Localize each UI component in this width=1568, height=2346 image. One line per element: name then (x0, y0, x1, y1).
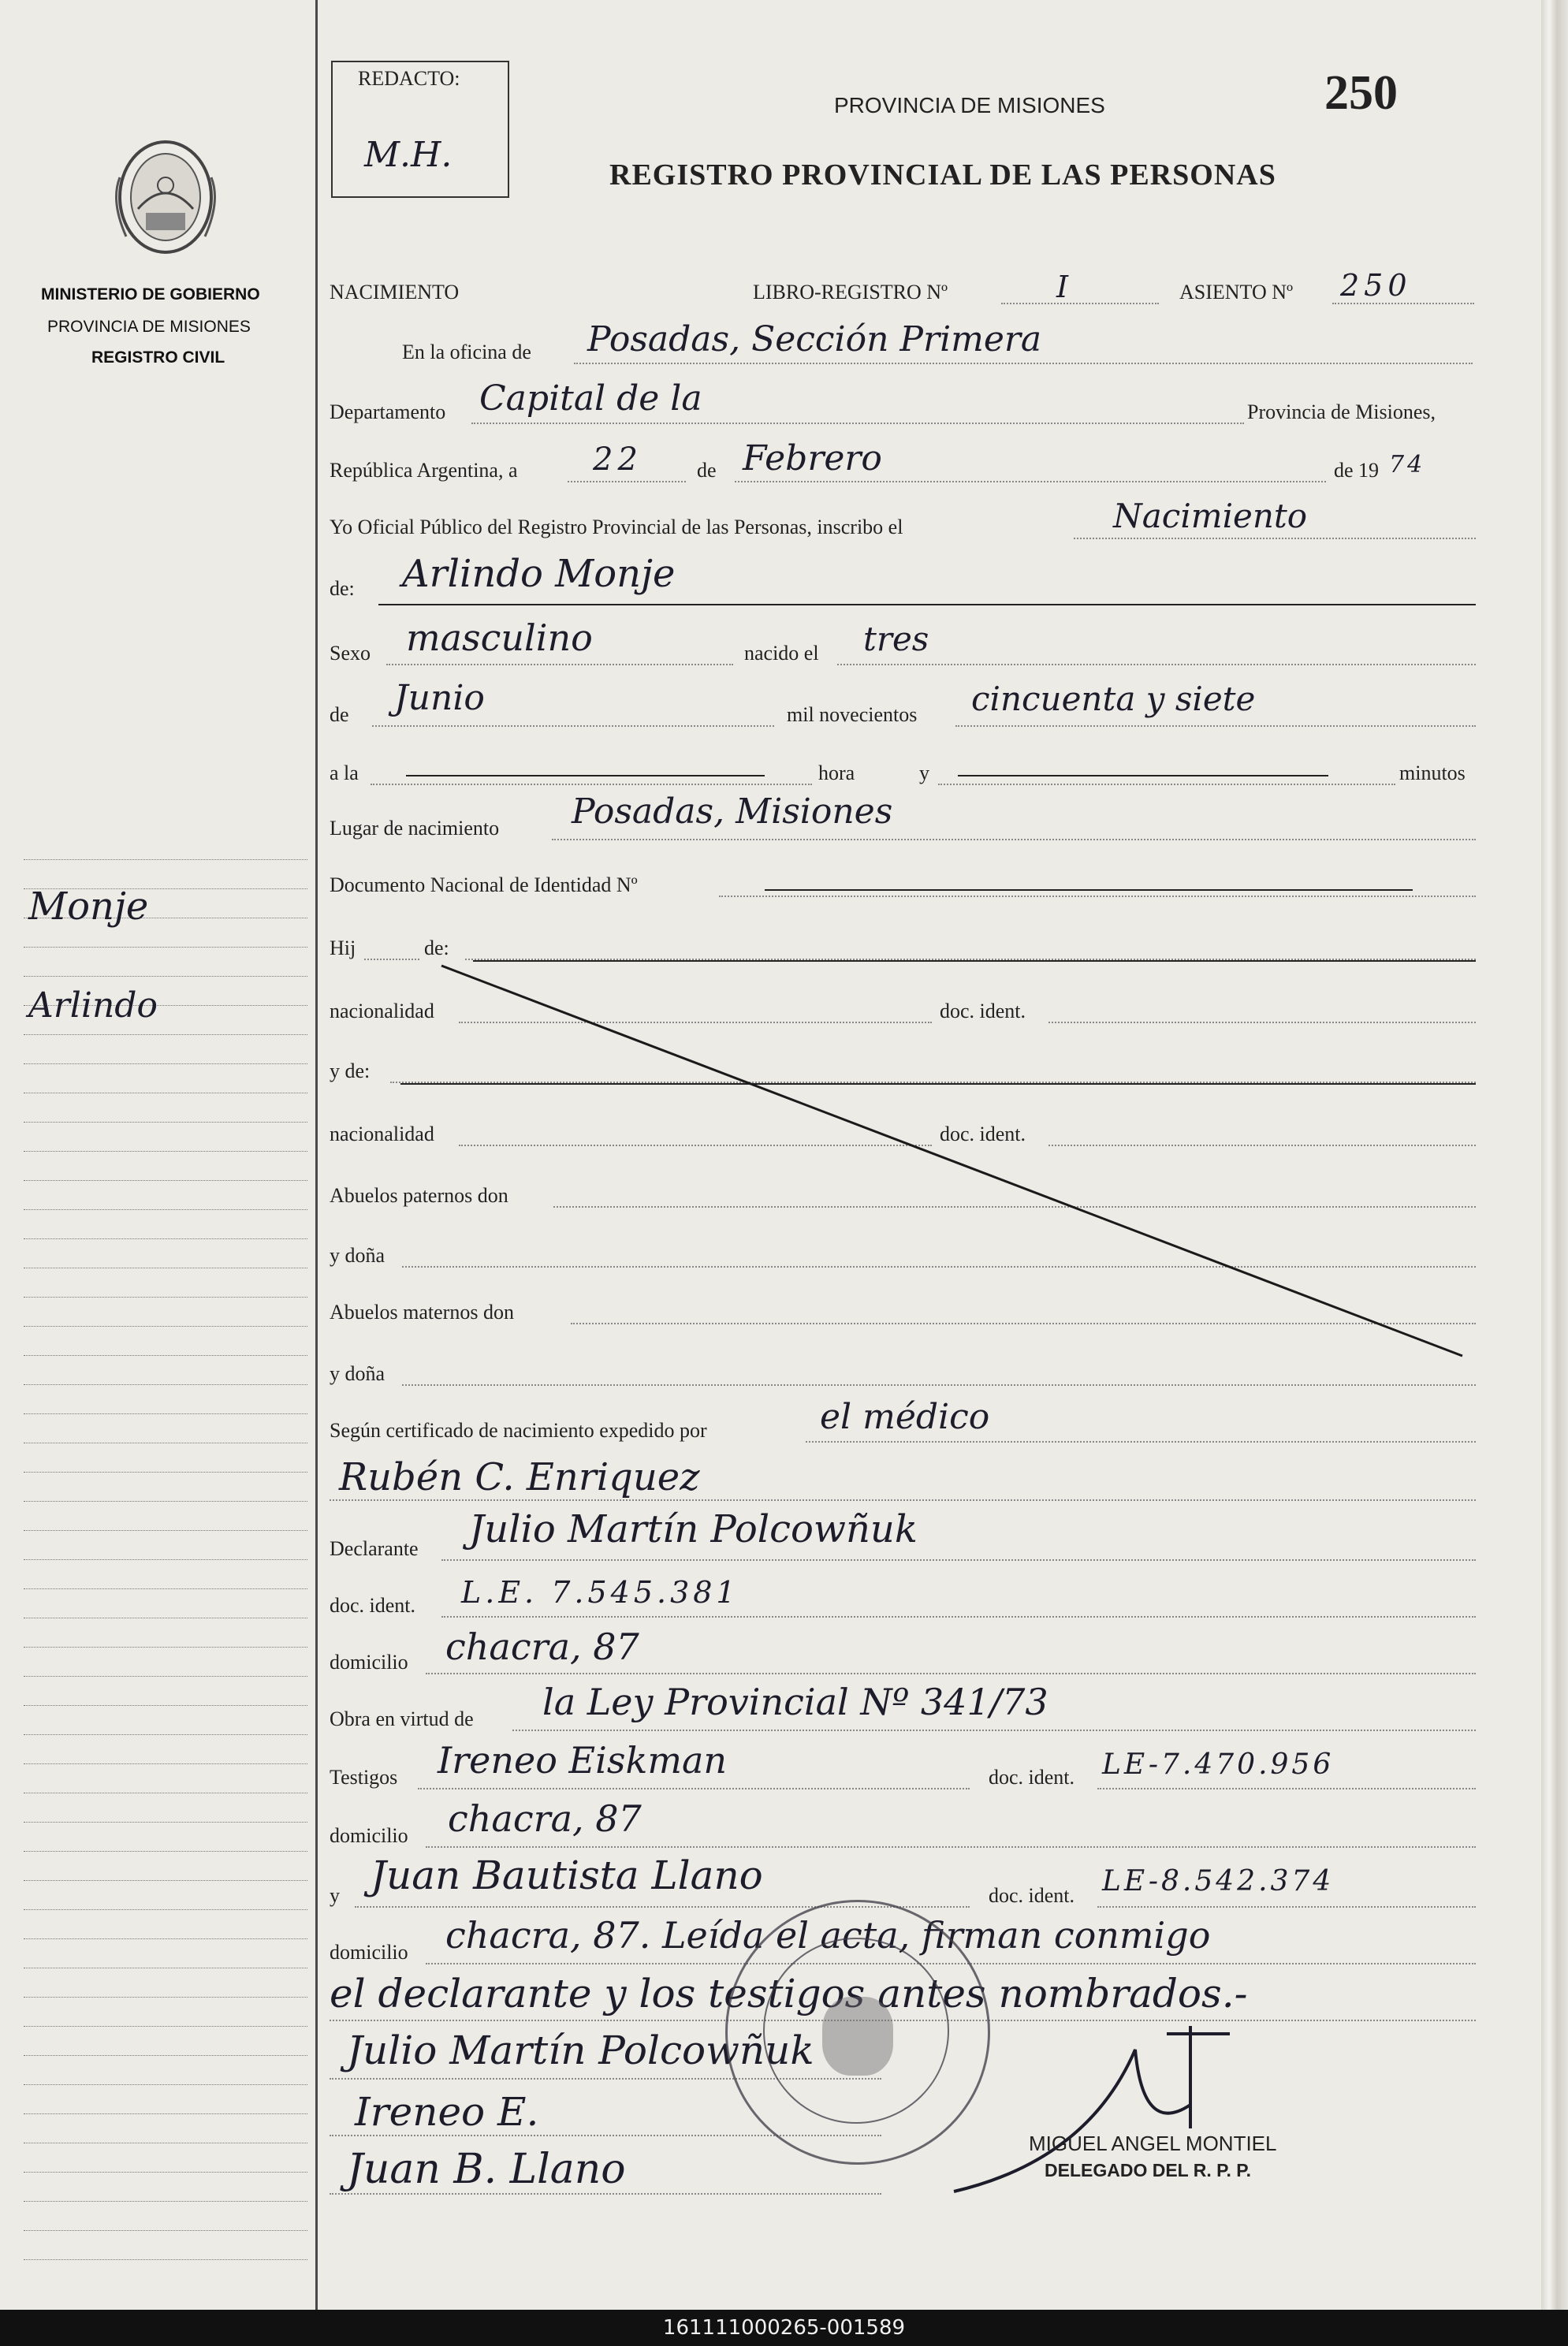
y2-label: y (330, 1884, 340, 1907)
mes-nac-value: Junio (394, 678, 485, 718)
testigos-label: Testigos (330, 1766, 398, 1789)
obra-label: Obra en virtud de (330, 1707, 474, 1730)
departamento-value: Capital de la (479, 378, 702, 419)
documento-label: Documento Nacional de Identidad Nº (330, 873, 638, 896)
declarante-value: Julio Martín Polcowñuk (469, 1507, 918, 1551)
departamento-label: Departamento (330, 400, 446, 423)
lugar-value: Posadas, Misiones (572, 791, 893, 832)
signature-testigo2: Juan B. Llano (347, 2146, 626, 2193)
docident-value: L.E. 7.545.381 (461, 1575, 739, 1610)
nacionalidad-label: nacionalidad (330, 1000, 434, 1022)
asiento-label: ASIENTO Nº (1179, 281, 1294, 303)
doc-ident-label: doc. ident. (940, 1000, 1026, 1022)
year-value: 74 (1389, 451, 1426, 479)
libro-value: I (1056, 270, 1069, 304)
de-colon-label: de: (330, 577, 355, 600)
testigo1-line (418, 1788, 970, 1789)
republica-label: República Argentina, a (330, 459, 518, 482)
domicilio3-value: chacra, 87. Leída el acta, firman conmigo (445, 1914, 1211, 1957)
domicilio-label: domicilio (330, 1651, 408, 1674)
ydona2-label: y doña (330, 1362, 385, 1385)
testigo1-value: Ireneo Eiskman (438, 1739, 727, 1782)
year-prefix: de 19 (1334, 459, 1380, 482)
de-label: de (697, 459, 717, 482)
oficial-label: Yo Oficial Público del Registro Provincial de las Personas, inscribo el (330, 516, 903, 538)
ydona-label: y doña (330, 1244, 385, 1267)
lugar-label: Lugar de nacimiento (330, 817, 500, 840)
hora-label: hora (818, 762, 855, 784)
oficina-label: En la oficina de (402, 341, 531, 363)
signature-declarante: Julio Martín Polcowñuk (347, 2028, 814, 2073)
anio-nac-value: cincuenta y siete (971, 680, 1256, 718)
delegate-name: MIGUEL ANGEL MONTIEL (1029, 2132, 1277, 2155)
footer-id: 161111000265-001589 (662, 2316, 906, 2340)
docident-line (441, 1616, 1476, 1618)
domicilio2-label: domicilio (330, 1824, 408, 1847)
de3-label: de: (424, 937, 449, 959)
sig3-line (330, 2193, 881, 2195)
obra-value: la Ley Provincial Nº 341/73 (542, 1681, 1048, 1723)
sexo-label: Sexo (330, 642, 371, 665)
margin-given-name: Arlindo (28, 985, 158, 1026)
nacionalidad2-label: nacionalidad (330, 1123, 434, 1145)
domicilio-line (426, 1673, 1476, 1674)
provincia-label: Provincia de Misiones, (1247, 400, 1436, 423)
day-value: 22 (593, 441, 642, 478)
nacido-label: nacido el (744, 642, 819, 665)
medico-line (330, 1499, 1476, 1501)
testigo2-doc-label: doc. ident. (989, 1884, 1075, 1907)
nombre-value: Arlindo Monje (402, 552, 676, 596)
obra-line (512, 1730, 1476, 1731)
testigo2-value: Juan Bautista Llano (371, 1853, 763, 1898)
nacimiento-label: NACIMIENTO (330, 281, 460, 303)
declarante-label: Declarante (330, 1537, 419, 1560)
segun-label: Según certificado de nacimiento expedido por (330, 1419, 707, 1442)
nacido-value: tres (863, 620, 929, 658)
book-page-edges (1541, 0, 1568, 2310)
minutos-label: minutos (1399, 762, 1466, 784)
docident-label: doc. ident. (330, 1594, 416, 1617)
domicilio-value: chacra, 87 (445, 1625, 639, 1668)
mil-label: mil novecientos (787, 703, 918, 726)
ministry-line1: MINISTERIO DE GOBIERNO (41, 285, 260, 303)
testigo2-doc-line (1097, 1906, 1476, 1908)
redacto-label: REDACTO: (358, 67, 460, 90)
segun-line (806, 1441, 1476, 1443)
testigo1-doc-value: LE-7.470.956 (1102, 1748, 1335, 1781)
declarante-line (441, 1559, 1476, 1561)
de2-label: de (330, 703, 349, 726)
libro-label: LIBRO-REGISTRO Nº (753, 281, 948, 303)
testigo1-doc-label: doc. ident. (989, 1766, 1075, 1789)
doc-ident2-label: doc. ident. (940, 1123, 1026, 1145)
yde-label: y de: (330, 1059, 371, 1082)
ministry-line3: REGISTRO CIVIL (91, 348, 225, 367)
abuelos-mat-label: Abuelos maternos don (330, 1301, 514, 1324)
delegate-title: DELEGADO DEL R. P. P. (1045, 2160, 1252, 2180)
month-value: Febrero (743, 438, 882, 479)
domicilio2-line (426, 1846, 1476, 1848)
asiento-value: 250 (1340, 268, 1412, 303)
redacto-initials: M.H. (364, 135, 453, 175)
seal-emblem-icon (822, 1997, 893, 2076)
footer-bar (0, 2310, 1568, 2346)
oficina-value: Posadas, Sección Primera (587, 319, 1042, 359)
domicilio3-label: domicilio (330, 1941, 408, 1964)
signature-testigo1: Ireneo E. (355, 2089, 539, 2135)
page-number: 250 (1324, 66, 1398, 120)
sexo-value: masculino (406, 616, 593, 659)
medico-value: Rubén C. Enriquez (339, 1455, 700, 1499)
testigo2-doc-value: LE-8.542.374 (1102, 1865, 1335, 1897)
province-header: PROVINCIA DE MISIONES (834, 93, 1105, 117)
margin-surname: Monje (28, 884, 149, 929)
segun-value: el médico (820, 1397, 990, 1437)
closing-value: el declarante y los testigos antes nombrados.- (330, 1971, 1248, 2016)
abuelos-pat-label: Abuelos paternos don (330, 1184, 508, 1207)
registry-title: REGISTRO PROVINCIAL DE LAS PERSONAS (609, 158, 1276, 192)
y-label: y (919, 762, 929, 784)
testigo1-doc-line (1097, 1788, 1476, 1789)
hij-label: Hij (330, 937, 356, 959)
ministry-line2: PROVINCIA DE MISIONES (47, 318, 251, 336)
ala-label: a la (330, 762, 359, 784)
domicilio2-value: chacra, 87 (448, 1797, 642, 1840)
oficial-value: Nacimiento (1113, 497, 1308, 535)
